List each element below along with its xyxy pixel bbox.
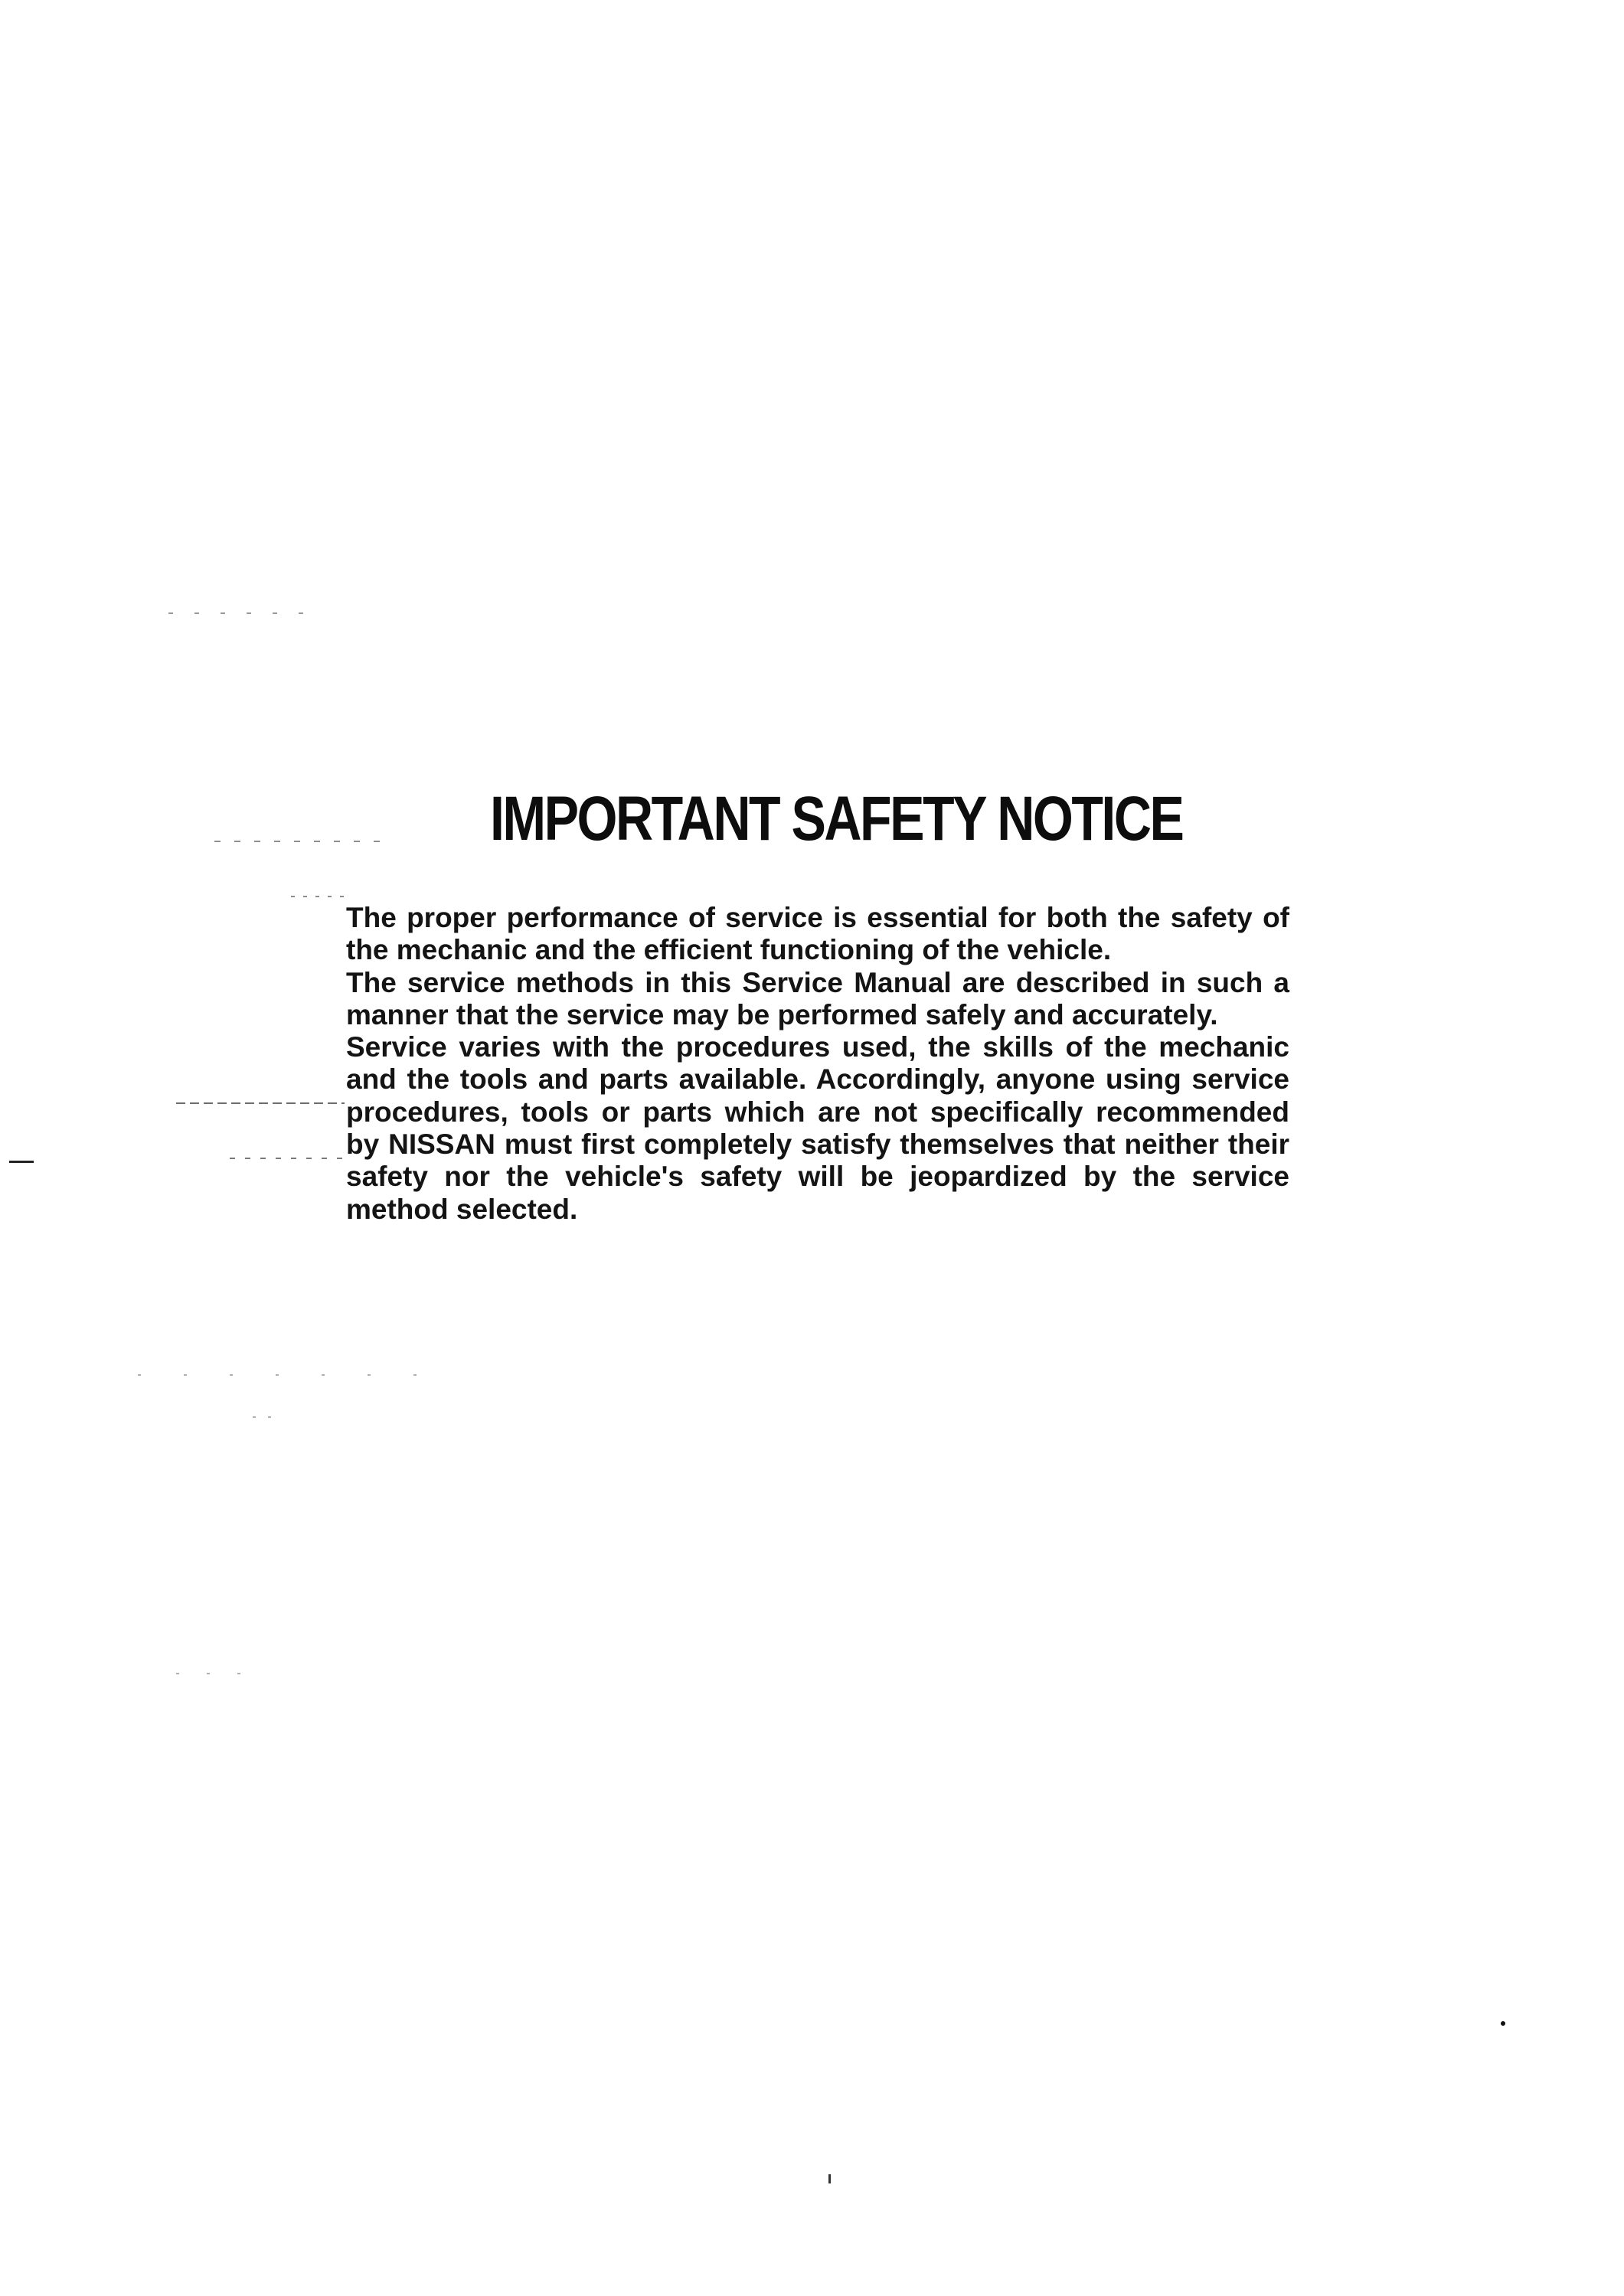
scan-speck: [176, 1102, 345, 1104]
scan-speck: [176, 1673, 245, 1674]
scan-speck: [253, 1416, 283, 1418]
notice-paragraph-2: The service methods in this Service Manual are described in such a manner that the service may be performed safely and accurately.: [346, 966, 1289, 1030]
scan-speck: [168, 612, 306, 614]
scan-speck: [291, 896, 345, 897]
notice-paragraph-1: The proper performance of service is essential for both the safety of the mechanic and the efficient functioning of the vehicle.: [346, 902, 1289, 966]
scan-speck: [138, 1374, 429, 1376]
margin-dot-mark: [1501, 2021, 1505, 2026]
notice-paragraph-3: Service varies with the procedures used, the skills of the mechanic and the tools and parts available. Accordingly, anyone using service procedures, tools or parts which are not specifically recommended by NISSAN must first completely satisfy themselves that neither their safety nor the vehicle's safety will be jeopardized by the service method selected.: [346, 1031, 1289, 1225]
margin-dash-mark: [9, 1161, 34, 1163]
notice-body: [346, 902, 1289, 1226]
footer-tick-mark: [828, 2174, 831, 2183]
scan-speck: [214, 841, 383, 842]
scan-speck: [230, 1158, 345, 1159]
page-title: IMPORTANT SAFETY NOTICE: [490, 784, 1183, 854]
